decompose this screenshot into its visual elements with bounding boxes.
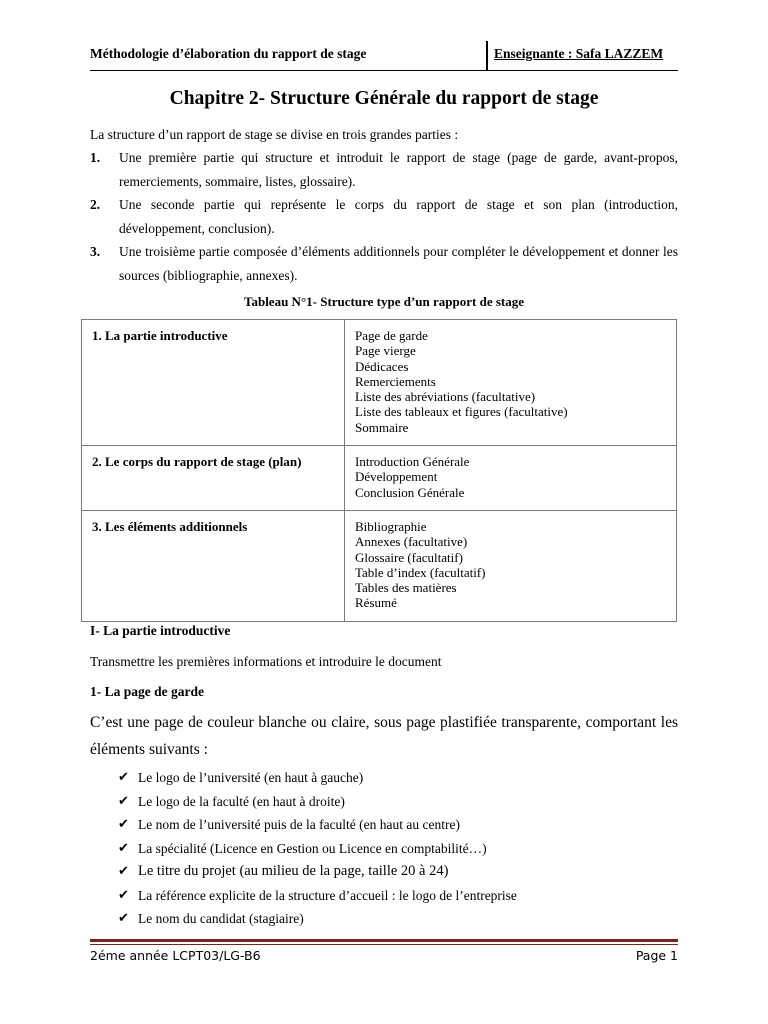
footer-page-number: Page 1 bbox=[635, 948, 678, 963]
subsection-heading: 1- La page de garde bbox=[90, 684, 204, 699]
check-icon: ✔ bbox=[118, 770, 129, 785]
checklist-item bbox=[118, 860, 678, 884]
check-icon: ✔ bbox=[118, 793, 129, 809]
header-separator bbox=[486, 41, 488, 71]
checklist-text: Le logo de l’université (en haut à gauche) bbox=[138, 770, 364, 785]
checklist-item bbox=[118, 790, 678, 814]
check-icon: ✔ bbox=[118, 911, 129, 926]
parts-list bbox=[90, 146, 678, 287]
footer-rule-thin bbox=[90, 944, 678, 945]
subsection-paragraph: C’est une page de couleur blanche ou claire, sous page plastifiée transparente, comportant les éléments suivants : bbox=[90, 714, 678, 758]
list-item bbox=[90, 146, 678, 193]
list-number: 2. bbox=[90, 197, 101, 212]
header-rule bbox=[90, 70, 678, 71]
table-row bbox=[82, 510, 677, 621]
table-item: Liste des abréviations (facultative) bbox=[355, 389, 536, 405]
table-caption: Tableau N°1- Structure type d’un rapport de stage bbox=[243, 294, 524, 309]
checklist-text: Le nom du candidat (stagiaire) bbox=[138, 911, 304, 926]
check-icon: ✔ bbox=[118, 840, 129, 856]
page-header bbox=[90, 40, 678, 71]
list-text: Une première partie qui structure et introduit le rapport de stage (page de garde, avant-propos, remerciements, sommaire, listes, glossaire). bbox=[119, 150, 678, 189]
table-row-items bbox=[345, 510, 677, 621]
list-number: 3. bbox=[90, 244, 101, 259]
table-item: Dédicaces bbox=[355, 358, 409, 374]
table-item: Résumé bbox=[355, 595, 397, 611]
list-item bbox=[90, 193, 678, 240]
table-item: Développement bbox=[355, 469, 438, 485]
table-row bbox=[82, 446, 677, 511]
table-item: Bibliographie bbox=[355, 518, 427, 534]
table-item: Page vierge bbox=[355, 343, 416, 359]
table-row-items bbox=[345, 320, 677, 446]
table-item: Glossaire (facultatif) bbox=[355, 549, 463, 565]
table-item: Sommaire bbox=[355, 419, 409, 435]
table-row-label: 2. Le corps du rapport de stage (plan) bbox=[82, 446, 345, 511]
checklist-text: Le logo de la faculté (en haut à droite) bbox=[138, 793, 345, 809]
section-heading: I- La partie introductive bbox=[90, 623, 231, 638]
checklist-item bbox=[118, 837, 678, 861]
list-number: 1. bbox=[90, 150, 101, 165]
checklist-text: Le nom de l’université puis de la faculté (en haut au centre) bbox=[138, 817, 460, 832]
list-item bbox=[90, 240, 678, 287]
header-course-title: Méthodologie d’élaboration du rapport de stage bbox=[90, 46, 367, 61]
footer-class-code: 2éme année LCPT03/LG-B6 bbox=[90, 948, 261, 963]
table-item: Conclusion Générale bbox=[355, 484, 465, 500]
checklist-text: La référence explicite de la structure d’accueil : le logo de l’entreprise bbox=[138, 887, 517, 903]
table-item: Tables des matières bbox=[355, 580, 457, 596]
table-row-label: 3. Les éléments additionnels bbox=[82, 510, 345, 621]
table-item: Page de garde bbox=[355, 328, 428, 343]
chapter-title: Chapitre 2- Structure Générale du rapport de stage bbox=[169, 88, 599, 109]
checklist bbox=[118, 766, 678, 931]
intro-sentence: La structure d’un rapport de stage se divise en trois grandes parties : bbox=[90, 127, 459, 142]
table-item: Introduction Générale bbox=[355, 454, 470, 470]
checklist-item bbox=[118, 766, 678, 790]
table-item: Liste des tableaux et figures (facultative) bbox=[355, 404, 568, 420]
list-text: Une seconde partie qui représente le corps du rapport de stage et son plan (introduction, développement, conclusion). bbox=[119, 197, 678, 236]
table-row-items bbox=[345, 446, 677, 511]
section-text: Transmettre les premières informations et introduire le document bbox=[90, 654, 442, 669]
table-item: Remerciements bbox=[355, 373, 436, 389]
list-text: Une troisième partie composée d’éléments additionnels pour compléter le développement et donner les sources (bibliographie, annexes). bbox=[119, 244, 678, 283]
table-item: Table d’index (facultatif) bbox=[355, 564, 486, 580]
checklist-item bbox=[118, 907, 678, 931]
check-icon: ✔ bbox=[118, 817, 129, 832]
table-item: Annexes (facultative) bbox=[355, 534, 468, 550]
check-icon: ✔ bbox=[118, 887, 129, 903]
footer-rule-thick bbox=[90, 939, 678, 942]
table-row-label: 1. La partie introductive bbox=[82, 320, 345, 446]
checklist-text: Le titre du projet (au milieu de la page, taille 20 à 24) bbox=[138, 863, 449, 879]
check-icon: ✔ bbox=[118, 864, 129, 879]
structure-table bbox=[81, 319, 677, 622]
header-teacher: Enseignante : Safa LAZZEM bbox=[494, 46, 664, 61]
checklist-text: La spécialité (Licence en Gestion ou Licence en comptabilité…) bbox=[138, 840, 487, 856]
checklist-item bbox=[118, 884, 678, 908]
table-row bbox=[82, 320, 677, 446]
checklist-item bbox=[118, 813, 678, 837]
